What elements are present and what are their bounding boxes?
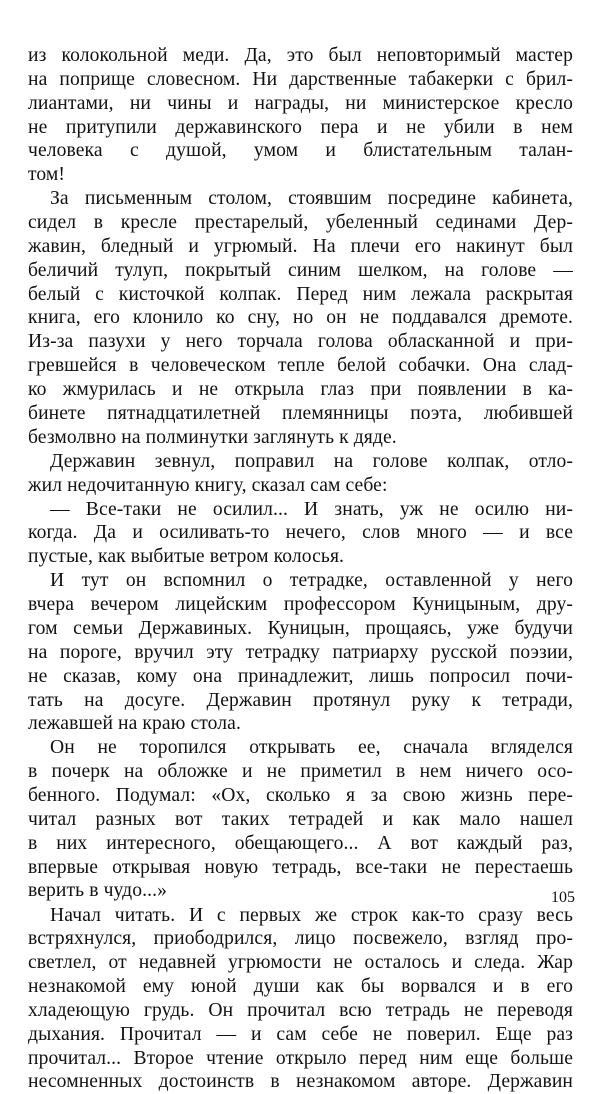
text-line: жил недочитанную книгу, сказал сам себе: xyxy=(28,474,573,498)
text-line: За письменным столом, стоявшим посредине кабинета, xyxy=(28,187,573,211)
text-line: гревшейся в человеческом тепле белой собачки. Она слад- xyxy=(28,354,573,378)
text-line: хладеющую грудь. Он прочитал всю тетрадь не переводя xyxy=(28,999,573,1023)
text-line: читал разных вот таких тетрадей и как мало нашел xyxy=(28,808,573,832)
paragraph xyxy=(28,569,573,736)
text-line: встряхнулся, приободрился, лицо посвежело, взгляд про- xyxy=(28,927,573,951)
text-line: — Все-таки не осилил... И знать, уж не осилю ни- xyxy=(28,498,573,522)
text-line: человека с душой, умом и блистательным талан- xyxy=(28,139,573,163)
paragraph xyxy=(28,736,573,903)
paragraph xyxy=(28,904,573,1094)
text-line: дыхания. Прочитал — и сам себе не поверил. Еще раз xyxy=(28,1023,573,1047)
paragraph xyxy=(28,498,573,570)
text-line: пустые, как выбитые ветром колосья. xyxy=(28,545,573,569)
text-line: беличий тулуп, покрытый синим шелком, на голове — xyxy=(28,259,573,283)
text-line: книга, его клонило ко сну, но он не поддавался дремоте. xyxy=(28,306,573,330)
text-line: не сказав, кому она принадлежит, лишь попросил почи- xyxy=(28,665,573,689)
text-line: незнакомой ему юной души как бы ворвался и в его xyxy=(28,975,573,999)
text-line: белый с кисточкой колпак. Перед ним лежала раскрытая xyxy=(28,283,573,307)
text-line: на поприще словесном. Ни дарственные табакерки с брил- xyxy=(28,68,573,92)
text-line: лежавшей на краю стола. xyxy=(28,712,573,736)
text-line: впервые открывая новую тетрадь, все-таки не перестаешь xyxy=(28,856,573,880)
text-line: бенного. Подумал: «Ох, сколько я за свою жизнь пере- xyxy=(28,784,573,808)
text-line: несомненных достоинств в незнакомом авторе. Державин xyxy=(28,1070,573,1094)
text-line: безмолвно на полминутки заглянуть к дяде. xyxy=(28,426,573,450)
text-line: бинете пятнадцатилетней племянницы поэта, любившей xyxy=(28,402,573,426)
text-line: вчера вечером лицейским профессором Куницыным, дру- xyxy=(28,593,573,617)
text-line: на пороге, вручил эту тетрадку патриарху русской поэзии, xyxy=(28,641,573,665)
text-line: И тут он вспомнил о тетрадке, оставленной у него xyxy=(28,569,573,593)
text-line: не притупили державинского пера и не убили в нем xyxy=(28,116,573,140)
text-line: в них интересного, обещающего... А вот каждый раз, xyxy=(28,832,573,856)
text-line: верить в чудо...» xyxy=(28,879,573,903)
text-line: сидел в кресле престарелый, убеленный сединами Дер- xyxy=(28,211,573,235)
paragraph xyxy=(28,44,573,187)
text-line: ко жмурилась и не открыла глаз при появлении в ка- xyxy=(28,378,573,402)
text-line: светлел, от недавней угрюмости не осталось и следа. Жар xyxy=(28,951,573,975)
text-line: из колокольной меди. Да, это был неповторимый мастер xyxy=(28,44,573,68)
page-body xyxy=(28,44,573,1094)
paragraph xyxy=(28,450,573,498)
text-line: в почерк на обложке и не приметил в нем ничего осо- xyxy=(28,760,573,784)
text-line: гом семьи Державиных. Куницын, прощаясь, уже будучи xyxy=(28,617,573,641)
page-number: 105 xyxy=(535,888,575,908)
text-line: когда. Да и осиливать-то нечего, слов много — и все xyxy=(28,521,573,545)
paragraph xyxy=(28,187,573,449)
text-line: лиантами, ни чины и награды, ни министерское кресло xyxy=(28,92,573,116)
text-line: том! xyxy=(28,163,573,187)
text-line: Он не торопился открывать ее, сначала вгляделся xyxy=(28,736,573,760)
text-line: Державин зевнул, поправил на голове колпак, отло- xyxy=(28,450,573,474)
text-line: прочитал... Второе чтение открыло перед ним еще больше xyxy=(28,1047,573,1071)
text-line: Из-за пазухи у него торчала голова обласканной и при- xyxy=(28,330,573,354)
text-line: тать на досуге. Державин протянул руку к тетради, xyxy=(28,689,573,713)
text-line: жавин, бледный и угрюмый. На плечи его накинут был xyxy=(28,235,573,259)
text-line: Начал читать. И с первых же строк как-то сразу весь xyxy=(28,904,573,928)
